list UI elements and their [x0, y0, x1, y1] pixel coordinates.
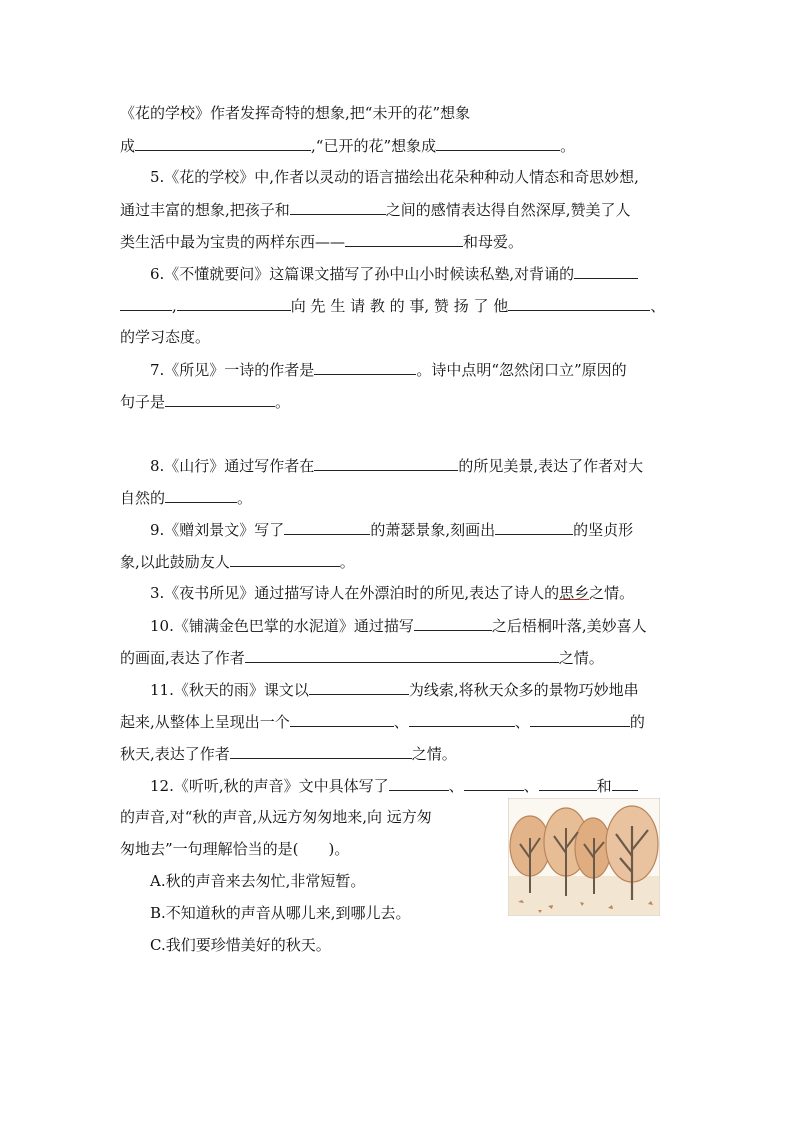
answer-blank[interactable]	[495, 519, 573, 535]
question-5: 5.《花的学校》中,作者以灵动的语言描绘出花朵种种动人情态和奇思妙想,	[150, 168, 639, 186]
option-a[interactable]: A.秋的声音来去匆忙,非常短暂。	[150, 872, 366, 890]
question-6-line2: , 向 先 生 请 教 的 事, 赞 扬 了 他 、	[120, 295, 665, 316]
question-9: 9.《赠刘景文》写了 的萧瑟景象,刻画出 的坚贞形	[150, 521, 634, 539]
answer-blank[interactable]	[508, 295, 650, 311]
answer-blank[interactable]	[165, 391, 275, 407]
line-flower-school-2: 成 ,“已开的花”想象成 。	[120, 137, 576, 155]
question-8-line2: 自然的 。	[120, 489, 253, 507]
answer-blank[interactable]	[290, 711, 394, 727]
answer-blank[interactable]	[290, 199, 386, 215]
answer-blank[interactable]	[464, 775, 524, 791]
answer-blank[interactable]	[539, 775, 597, 791]
question-11-line3: 秋天,表达了作者 之情。	[120, 745, 457, 763]
question-5-line3: 类生活中最为宝贵的两样东西—— 和母爱。	[120, 233, 524, 251]
filled-answer: 思乡	[559, 584, 590, 602]
answer-blank[interactable]	[409, 711, 515, 727]
question-12-line2: 的声音,对“秋的声音,从远方匆匆地来,向 远方匆	[120, 808, 432, 826]
question-6-line3: 的学习态度。	[120, 328, 211, 346]
option-c[interactable]: C.我们要珍惜美好的秋天。	[150, 936, 331, 954]
answer-blank[interactable]	[230, 743, 412, 759]
question-7-line2: 句子是 。	[120, 393, 291, 411]
answer-blank[interactable]	[612, 775, 638, 791]
option-b[interactable]: B.不知道秋的声音从哪儿来,到哪儿去。	[150, 904, 411, 922]
question-9-line2: 象,以此鼓励友人 。	[120, 553, 355, 571]
question-10-line2: 的画面,表达了作者 之情。	[120, 649, 604, 667]
question-11: 11.《秋天的雨》课文以 为线索,将秋天众多的景物巧妙地串	[150, 681, 639, 699]
answer-blank[interactable]	[345, 231, 463, 247]
answer-blank[interactable]	[530, 711, 630, 727]
answer-blank[interactable]	[436, 135, 560, 151]
question-12-line3: 匆地去”一句理解恰当的是( )。	[120, 840, 350, 858]
answer-blank[interactable]	[177, 295, 291, 311]
answer-blank[interactable]	[165, 487, 237, 503]
question-10: 10.《铺满金色巴掌的水泥道》通过描写 之后梧桐叶落,美妙喜人	[150, 617, 647, 635]
answer-blank[interactable]	[389, 775, 449, 791]
answer-blank[interactable]	[414, 615, 492, 631]
question-12: 12.《听听,秋的声音》文中具体写了 、 、 和	[150, 775, 638, 796]
question-7: 7.《所见》一诗的作者是 。诗中点明“忽然闭口立”原因的	[150, 361, 627, 379]
answer-blank[interactable]	[574, 263, 638, 279]
question-5-line2: 通过丰富的想象,把孩子和 之间的感情表达得自然深厚,赞美了人	[120, 201, 631, 219]
answer-blank[interactable]	[284, 519, 370, 535]
answer-blank[interactable]	[120, 295, 172, 311]
answer-blank[interactable]	[314, 455, 458, 471]
question-11-line2: 起来,从整体上呈现出一个 、 、 的	[120, 713, 645, 731]
autumn-trees-illustration	[508, 798, 660, 916]
question-3: 3.《夜书所见》通过描写诗人在外漂泊时的所见,表达了诗人的思乡之情。	[150, 584, 635, 602]
question-8: 8.《山行》通过写作者在 的所见美景,表达了作者对大	[150, 457, 644, 475]
answer-blank[interactable]	[245, 647, 559, 663]
question-6: 6.《不懂就要问》这篇课文描写了孙中山小时候读私塾,对背诵的	[150, 263, 638, 284]
answer-blank[interactable]	[314, 359, 416, 375]
answer-blank[interactable]	[309, 679, 409, 695]
line-flower-school: 《花的学校》作者发挥奇特的想象,把“未开的花”想象	[120, 104, 471, 122]
answer-blank[interactable]	[135, 135, 311, 151]
answer-blank[interactable]	[230, 551, 340, 567]
